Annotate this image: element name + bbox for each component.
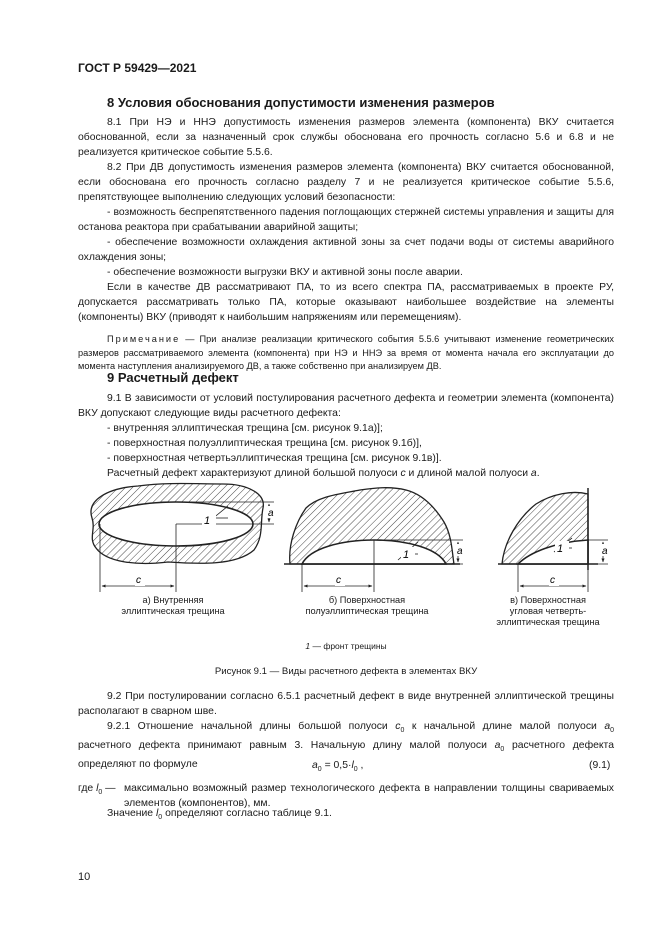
paragraph-8-3: Если в качестве ДВ рассматривают ПА, то из всего спектра ПА, рассматриваемых в проекте РУ, допускается рассматривать только ПА, которые оказывают наибольшее воздействие на элементы (компоненты) ВКУ (приводят к наибольшим напряжениям или перемещениям). xyxy=(78,282,614,323)
list-item: - обеспечение возможности выгрузки ВКУ и активной зоны после аварии. xyxy=(107,267,463,278)
section-9-intro xyxy=(78,391,614,481)
figure-c-quarter-ellipse xyxy=(498,488,610,592)
paragraph-8-2: 8.2 При ДВ допустимость изменения размеров элемента (компонента) ВКУ считается обоснованной, если обоснована его прочность согласно разделу 7 и не реализуется критическое событие 5.5.6, препятствующее выполнению следующих условий безопасности: xyxy=(78,162,614,203)
section-9-heading: 9 Расчетный дефект xyxy=(107,370,239,385)
note-label: Примечание xyxy=(107,334,181,344)
label-a-a: a xyxy=(268,508,274,519)
label-1-b: 1 xyxy=(403,549,410,561)
label-c-a: c xyxy=(136,575,141,586)
paragraph-8-1: 8.1 При НЭ и ННЭ допустимость изменения размеров элемента (компонента) ВКУ считается обоснованной, если за назначенный срок службы обоснована его прочность согласно 5.6 и 6.8 и не реализуется критическое событие 5.5.6. xyxy=(78,117,614,158)
label-a-c: a xyxy=(602,546,608,557)
paragraph-9-2: 9.2 При постулировании согласно 6.5.1 расчетный дефект в виде внутренней эллиптической трещины располагают в сварном шве. xyxy=(78,691,614,717)
note-text: — При анализе реализации критического события 5.5.6 учитывают изменение геометрических размеров рассматриваемого элемента (компонента) при НЭ и ННЭ за время от момента начала его эксплуатации до момента наступления анализируемого ДВ, а также собственно при анализируем ДВ. xyxy=(78,334,614,371)
caption-b: б) Поверхностная полуэллиптическая трещина xyxy=(305,595,429,616)
label-a-b: a xyxy=(457,546,463,557)
section-8-heading: 8 Условия обоснования допустимости изменения размеров xyxy=(107,95,495,110)
label-1-a: 1 xyxy=(204,515,211,527)
list-item: - возможность беспрепятственного падения поглощающих стержней системы управления и защиты для останова реактора при срабатывании аварийной защиты; xyxy=(78,207,614,233)
formula-number: (9.1) xyxy=(589,760,611,771)
paragraph-l0-value: Значение $l_0$ определяют согласно таблице 9.1. xyxy=(107,808,332,822)
figure-a-internal-ellipse xyxy=(91,484,276,593)
caption-c: в) Поверхностная угловая четверть- эллиптическая трещина xyxy=(496,595,600,627)
section-8-body xyxy=(78,115,614,374)
list-item: - поверхностная полуэллиптическая трещина [см. рисунок 9.1б)], xyxy=(107,438,422,449)
label-1-c: 1 xyxy=(557,543,564,555)
where-definition: максимально возможный размер технологического дефекта в направлении толщины свариваемых элементов (компонентов), мм. xyxy=(124,783,614,809)
paragraph-9-1: 9.1 В зависимости от условий постулирования расчетного дефекта и геометрии элемента (компонента) ВКУ допускают следующие виды расчетного дефекта: xyxy=(78,393,614,419)
figure-b-semi-ellipse xyxy=(284,488,465,592)
figure-legend: 1 — фронт трещины xyxy=(305,641,387,651)
where-clause xyxy=(78,781,614,811)
paragraph-9-defect: Расчетный дефект характеризуют длиной большой полуоси c и длиной малой полуоси a. xyxy=(107,468,540,479)
list-item: - внутренняя эллиптическая трещина [см. рисунок 9.1а)]; xyxy=(107,423,383,434)
label-c-c: c xyxy=(550,575,555,586)
formula: $a_0 = 0,5\cdot l_0$ , xyxy=(312,760,364,774)
where-term: где $l_0$ — xyxy=(78,783,116,797)
label-c-b: c xyxy=(336,575,341,586)
list-item: - обеспечение возможности охлаждения активной зоны за счет подачи воды от системы аварийного охлаждения зоны; xyxy=(78,237,614,263)
note xyxy=(78,333,614,374)
list-item: - поверхностная четвертьэллиптическая трещина [см. рисунок 9.1в)]. xyxy=(107,453,442,464)
figure-title: Рисунок 9.1 — Виды расчетного дефекта в элементах ВКУ xyxy=(214,666,478,677)
caption-a: а) Внутренняя эллиптическая трещина xyxy=(121,595,225,616)
page-number: 10 xyxy=(78,871,91,883)
paragraph-9-2-1: 9.2.1 Отношение начальной длины большой полуоси $c_0$ к начальной длине малой полуоси $a_0$ расчетного дефекта принимают равным 3. Начальную длину малой полуоси $a_0$ расчетного дефекта определяют по формуле xyxy=(78,721,614,771)
standard-code: ГОСТ Р 59429—2021 xyxy=(78,61,197,75)
